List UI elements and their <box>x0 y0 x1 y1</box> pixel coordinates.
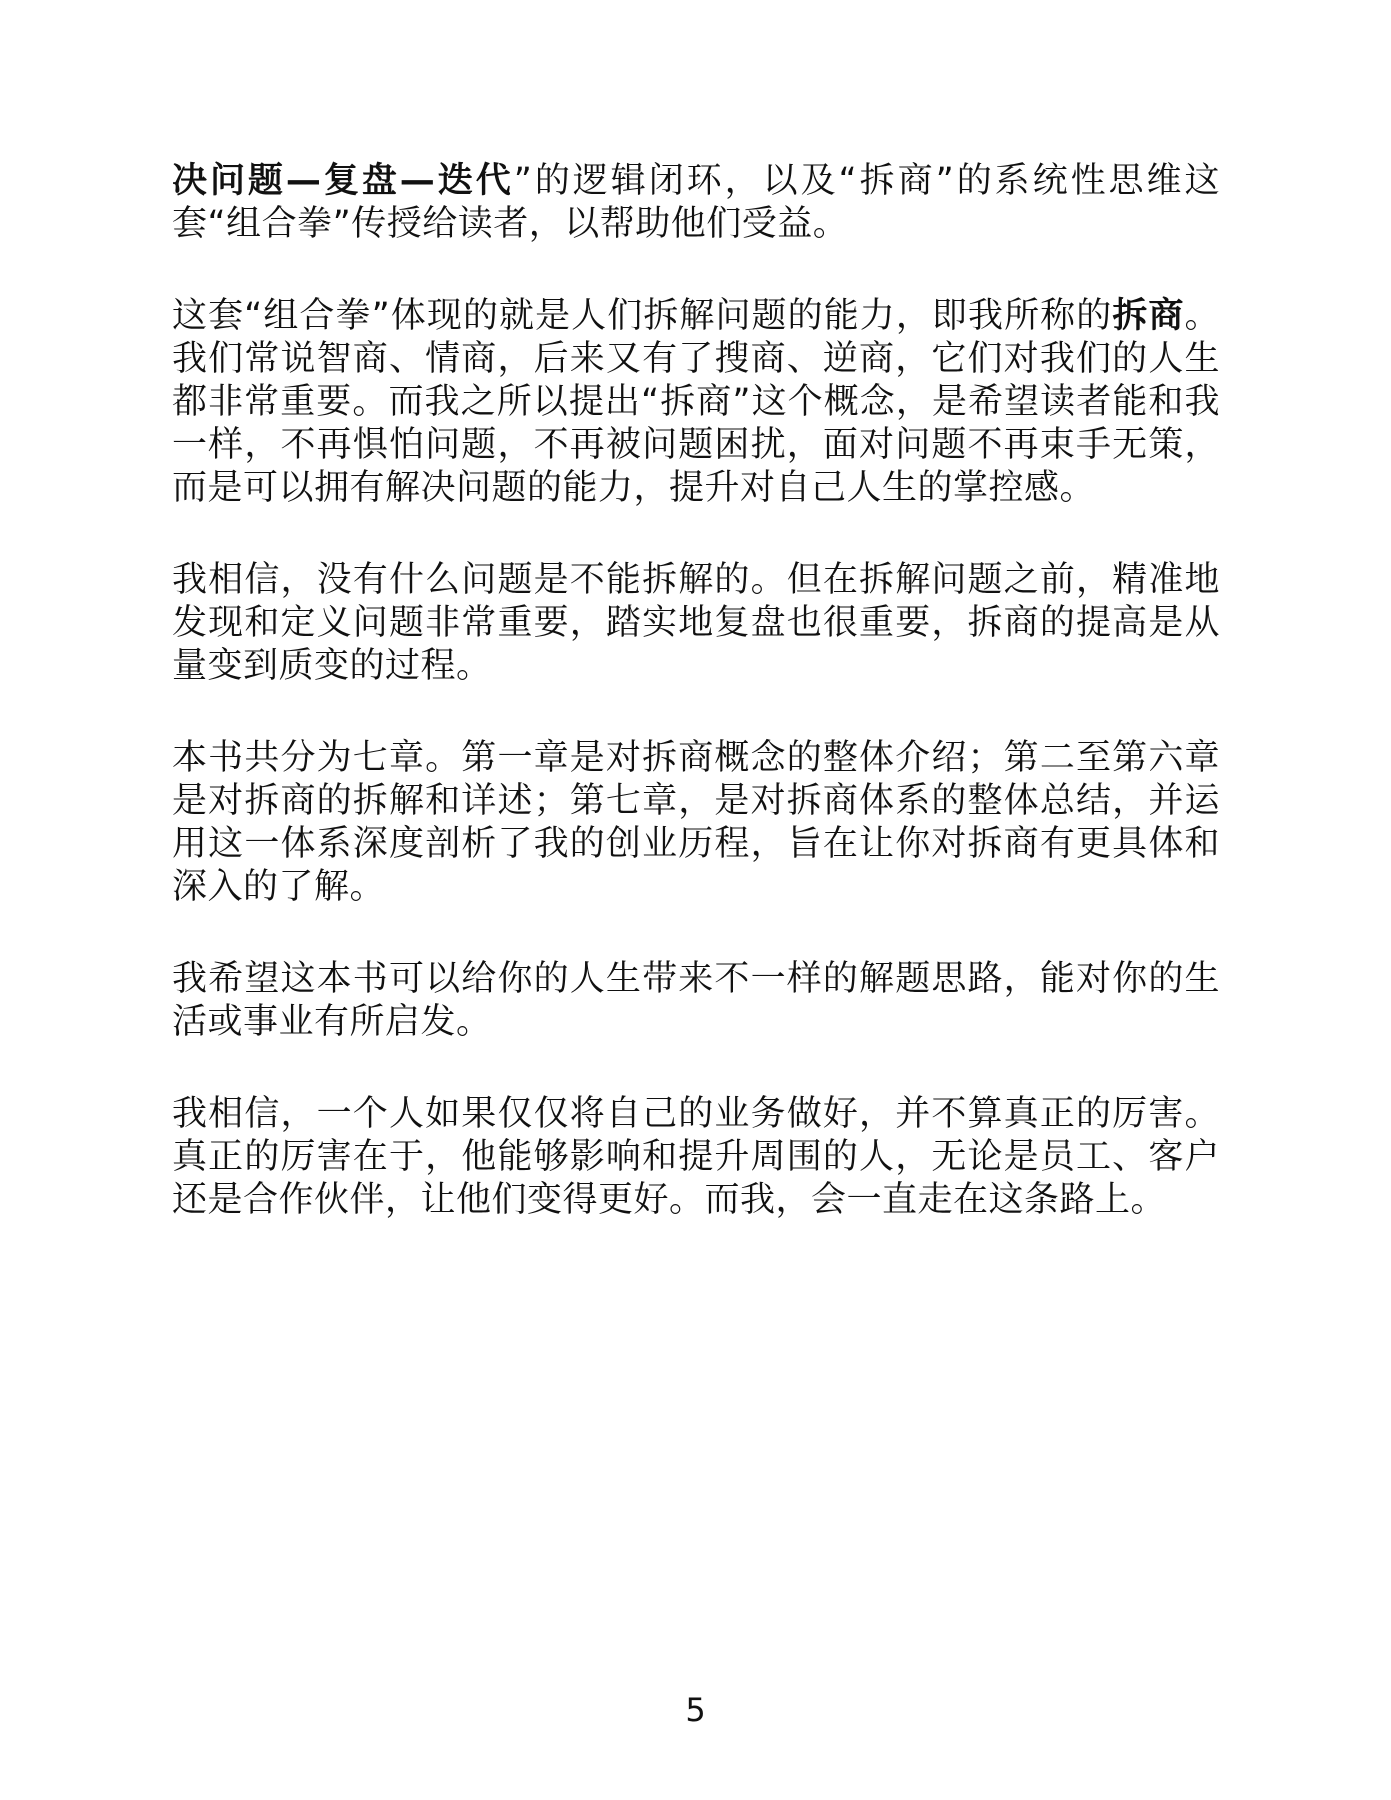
body-text <box>172 160 1220 1271</box>
paragraph-3 <box>172 559 1220 688</box>
paragraph-1 <box>172 160 1220 246</box>
text-run: 我相信，没有什么问题是不能拆解的。但在拆解问题之前，精准地发现和定义问题非常重要，踏实地复盘也很重要，拆商的提高是从量变到质变的过程。 <box>172 560 1220 686</box>
text-run: 我希望这本书可以给你的人生带来不一样的解题思路，能对你的生活或事业有所启发。 <box>172 959 1220 1042</box>
bold-phrase: 决问题—复盘—迭代 <box>172 161 514 201</box>
text-run: 本书共分为七章。第一章是对拆商概念的整体介绍；第二至第六章是对拆商的拆解和详述；第七章，是对拆商体系的整体总结，并运用这一体系深度剖析了我的创业历程，旨在让你对拆商有更具体和深入的了解。 <box>172 738 1220 907</box>
text-run: 这套“组合拳”体现的就是人们拆解问题的能力，即我所称的 <box>172 296 1113 336</box>
paragraph-5 <box>172 958 1220 1044</box>
paragraph-4 <box>172 737 1220 909</box>
bold-term: 拆商 <box>1112 296 1185 336</box>
text-run: 我相信，一个人如果仅仅将自己的业务做好，并不算真正的厉害。真正的厉害在于，他能够影响和提升周围的人，无论是员工、客户还是合作伙伴，让他们变得更好。而我，会一直走在这条路上。 <box>172 1094 1220 1220</box>
page-number: 5 <box>685 1691 706 1729</box>
text-run: 。我们常说智商、情商，后来又有了搜商、逆商，它们对我们的人生都非常重要。而我之所以提出“拆商”这个概念，是希望读者能和我一样，不再惧怕问题，不再被问题困扰，面对问题不再束手无策，而是可以拥有解决问题的能力，提升对自己人生的掌控感。 <box>172 296 1220 508</box>
paragraph-6 <box>172 1093 1220 1222</box>
paragraph-2 <box>172 295 1220 510</box>
text-run: ”的逻辑闭环，以及“拆商”的系统性思维这套“组合拳”传授给读者，以帮助他们受益。 <box>172 161 1220 244</box>
